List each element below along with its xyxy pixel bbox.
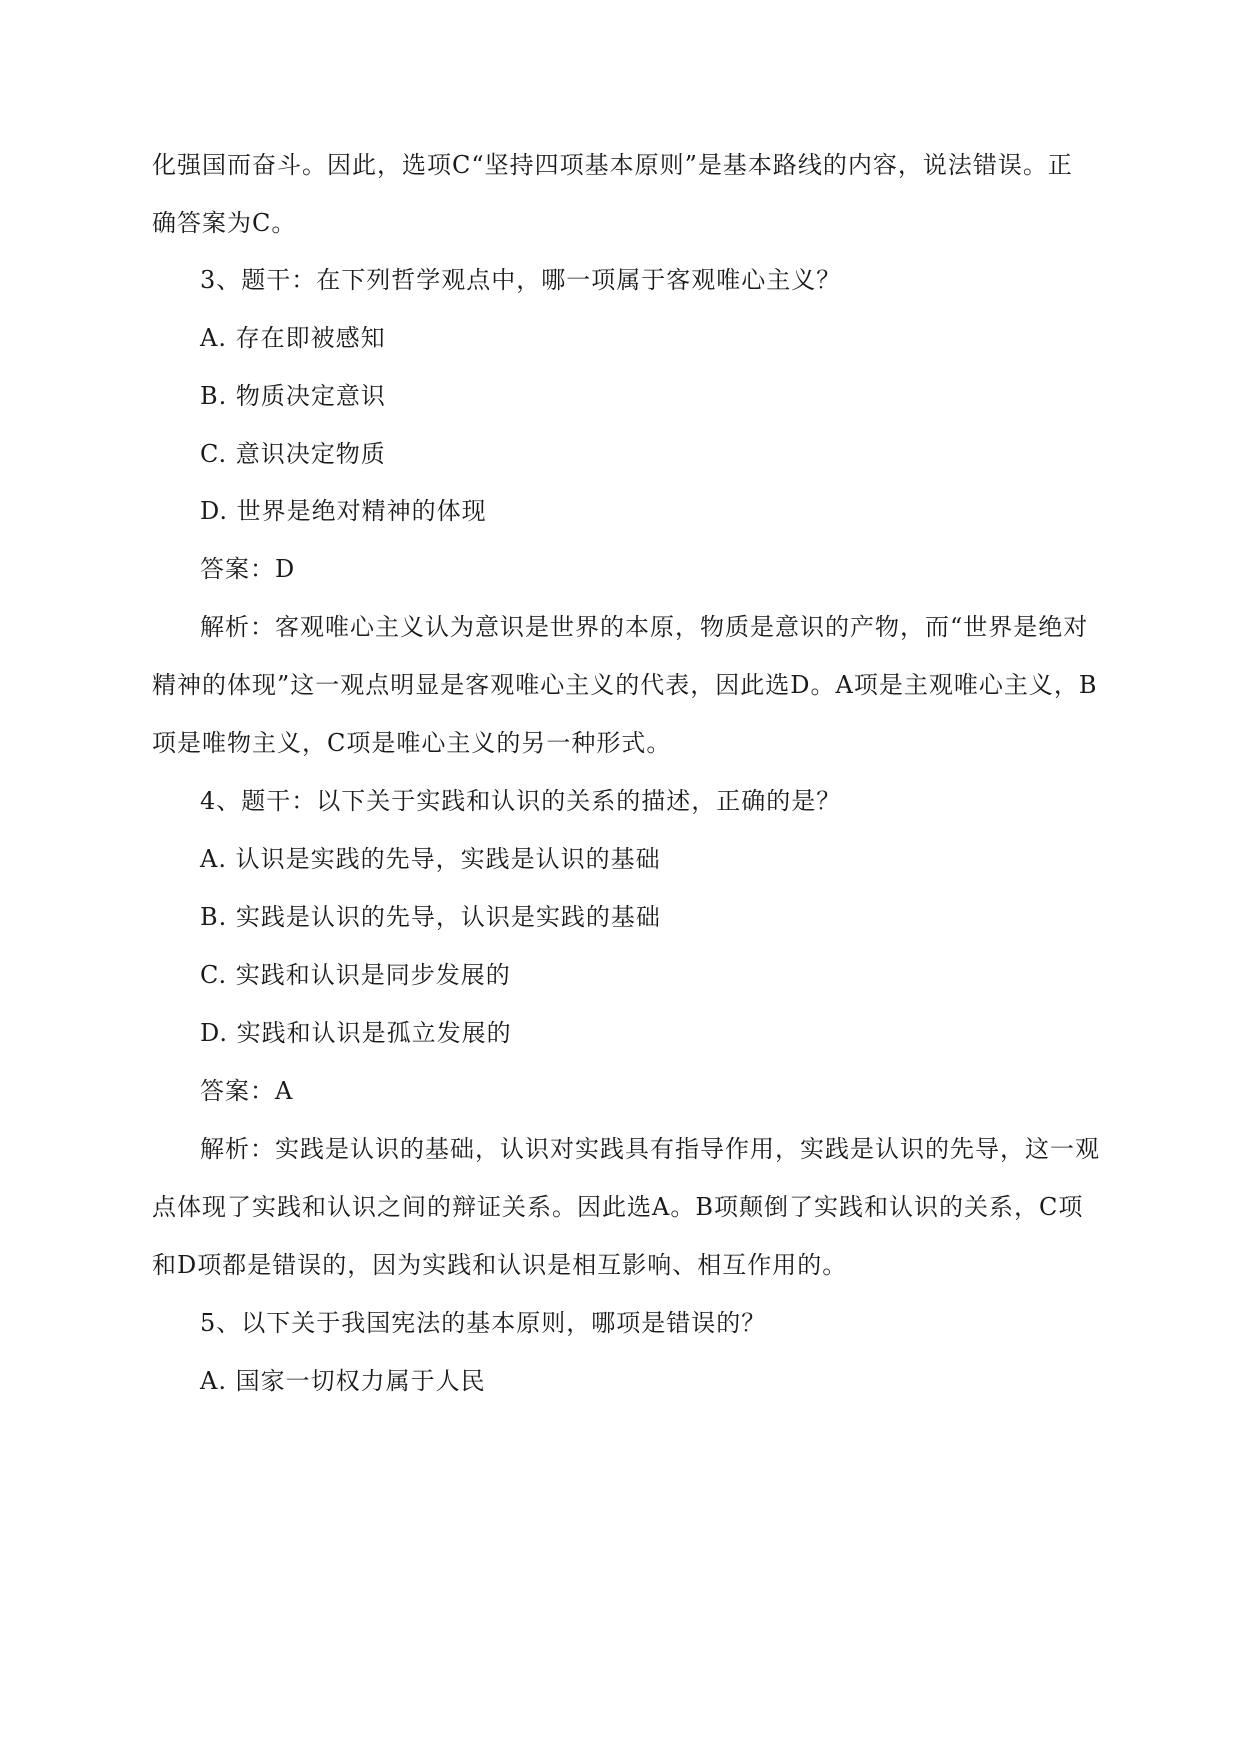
question-4-stem: 4、题干：以下关于实践和认识的关系的描述，正确的是？ (200, 787, 842, 815)
question-4-analysis: 点体现了实践和认识之间的辩证关系。因此选A。B项颠倒了实践和认识的关系，C项 (152, 1193, 1084, 1221)
question-3-option-c: C. 意识决定物质 (200, 440, 386, 468)
question-4-option-d: D. 实践和认识是孤立发展的 (200, 1019, 512, 1047)
question-3-stem: 3、题干：在下列哲学观点中，哪一项属于客观唯心主义？ (200, 266, 842, 294)
question-3-option-a: A. 存在即被感知 (200, 324, 386, 352)
question-3-answer: 答案：D (200, 555, 296, 583)
question-4-option-b: B. 实践是认识的先导，认识是实践的基础 (200, 903, 661, 931)
question-5-option-a: A. 国家一切权力属于人民 (200, 1367, 486, 1395)
question-4-option-c: C. 实践和认识是同步发展的 (200, 961, 511, 989)
question-3-analysis: 解析：客观唯心主义认为意识是世界的本原，物质是意识的产物，而“世界是绝对 (200, 613, 1089, 641)
question-3-option-d: D. 世界是绝对精神的体现 (200, 497, 487, 525)
question-4-option-a: A. 认识是实践的先导，实践是认识的基础 (200, 845, 661, 873)
question-4-analysis: 和D项都是错误的，因为实践和认识是相互影响、相互作用的。 (152, 1251, 848, 1279)
question-3-option-b: B. 物质决定意识 (200, 382, 386, 410)
question-3-analysis: 精神的体现”这一观点明显是客观唯心主义的代表，因此选D。A项是主观唯心主义，B (152, 671, 1098, 699)
question-4-analysis: 解析：实践是认识的基础，认识对实践具有指导作用，实践是认识的先导，这一观 (200, 1135, 1100, 1163)
question-4-answer: 答案：A (200, 1077, 294, 1105)
text-line: 确答案为C。 (152, 209, 297, 237)
question-3-analysis: 项是唯物主义，C项是唯心主义的另一种形式。 (152, 729, 672, 757)
question-5-stem: 5、以下关于我国宪法的基本原则，哪项是错误的？ (200, 1309, 767, 1337)
text-line: 化强国而奋斗。因此，选项C“坚持四项基本原则”是基本路线的内容，说法错误。正 (152, 151, 1073, 179)
